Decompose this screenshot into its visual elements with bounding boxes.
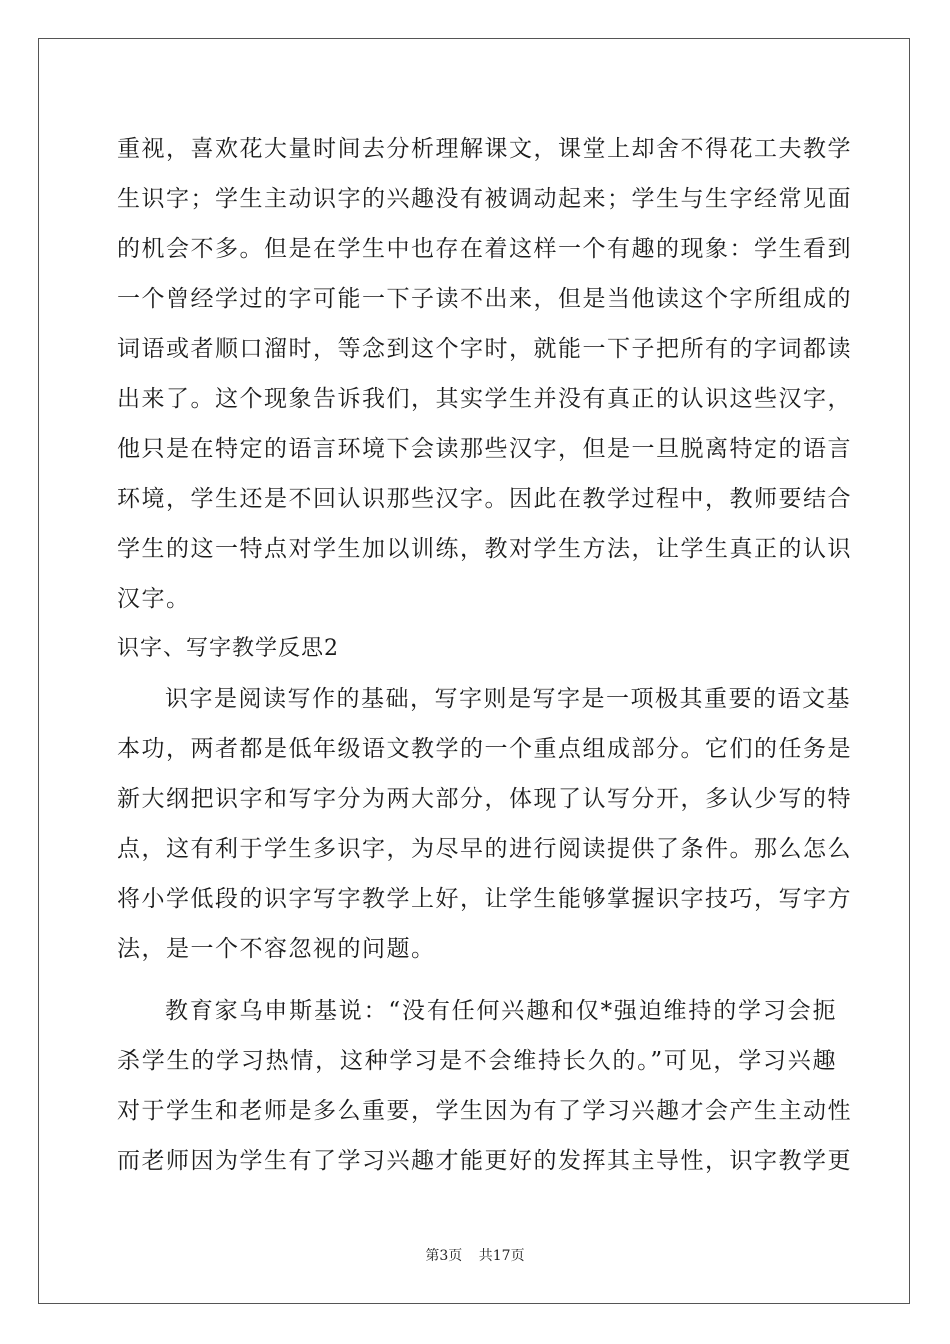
text-line: 生识字；学生主动识字的兴趣没有被调动起来；学生与生字经常见面 [117, 186, 852, 212]
text-line: 将小学低段的识字写字教学上好，让学生能够掌握识字技巧，写字方 [117, 886, 852, 912]
text-line: 词语或者顺口溜时，等念到这个字时，就能一下子把所有的字词都读 [117, 336, 852, 362]
paragraph-3 [117, 986, 852, 1186]
text-line: 学生的这一特点对学生加以训练，教对学生方法，让学生真正的认识 [117, 536, 852, 562]
text-line: 新大纲把识字和写字分为两大部分，体现了认写分开，多认少写的特 [117, 786, 852, 812]
document-body [117, 124, 852, 1186]
page-number: 第3页 [425, 1248, 463, 1264]
text-line: 重视，喜欢花大量时间去分析理解课文，课堂上却舍不得花工夫教学 [117, 136, 852, 162]
paragraph-continued [117, 124, 852, 624]
text-line: 环境，学生还是不回认识那些汉字。因此在教学过程中，教师要结合 [117, 486, 852, 512]
text-line: 一个曾经学过的字可能一下子读不出来，但是当他读这个字所组成的 [117, 286, 852, 312]
text-line: 汉字。 [117, 586, 191, 612]
text-line: 教育家乌申斯基说：“没有任何兴趣和仅*强迫维持的学习会扼 [165, 998, 837, 1024]
text-line: 对于学生和老师是多么重要，学生因为有了学习兴趣才会产生主动性 [117, 1098, 852, 1124]
page-footer [0, 1245, 950, 1265]
text-line: 法，是一个不容忽视的问题。 [117, 936, 436, 962]
text-line: 他只是在特定的语言环境下会读那些汉字，但是一旦脱离特定的语言 [117, 436, 852, 462]
page-total: 共17页 [478, 1248, 525, 1264]
text-line: 出来了。这个现象告诉我们，其实学生并没有真正的认识这些汉字， [117, 386, 852, 412]
section-heading: 识字、写字教学反思2 [117, 636, 339, 661]
text-line: 而老师因为学生有了学习兴趣才能更好的发挥其主导性，识字教学更 [117, 1148, 852, 1174]
text-line: 本功，两者都是低年级语文教学的一个重点组成部分。它们的任务是 [117, 736, 852, 762]
text-line: 点，这有利于学生多识字，为尽早的进行阅读提供了条件。那么怎么 [117, 836, 852, 862]
text-line: 杀学生的学习热情，这种学习是不会维持长久的。”可见，学习兴趣 [117, 1048, 837, 1074]
text-line: 识字是阅读写作的基础，写字则是写字是一项极其重要的语文基 [165, 686, 851, 712]
paragraph-2 [117, 674, 852, 974]
paragraph-spacer [117, 974, 837, 986]
text-line: 的机会不多。但是在学生中也存在着这样一个有趣的现象：学生看到 [117, 236, 852, 262]
